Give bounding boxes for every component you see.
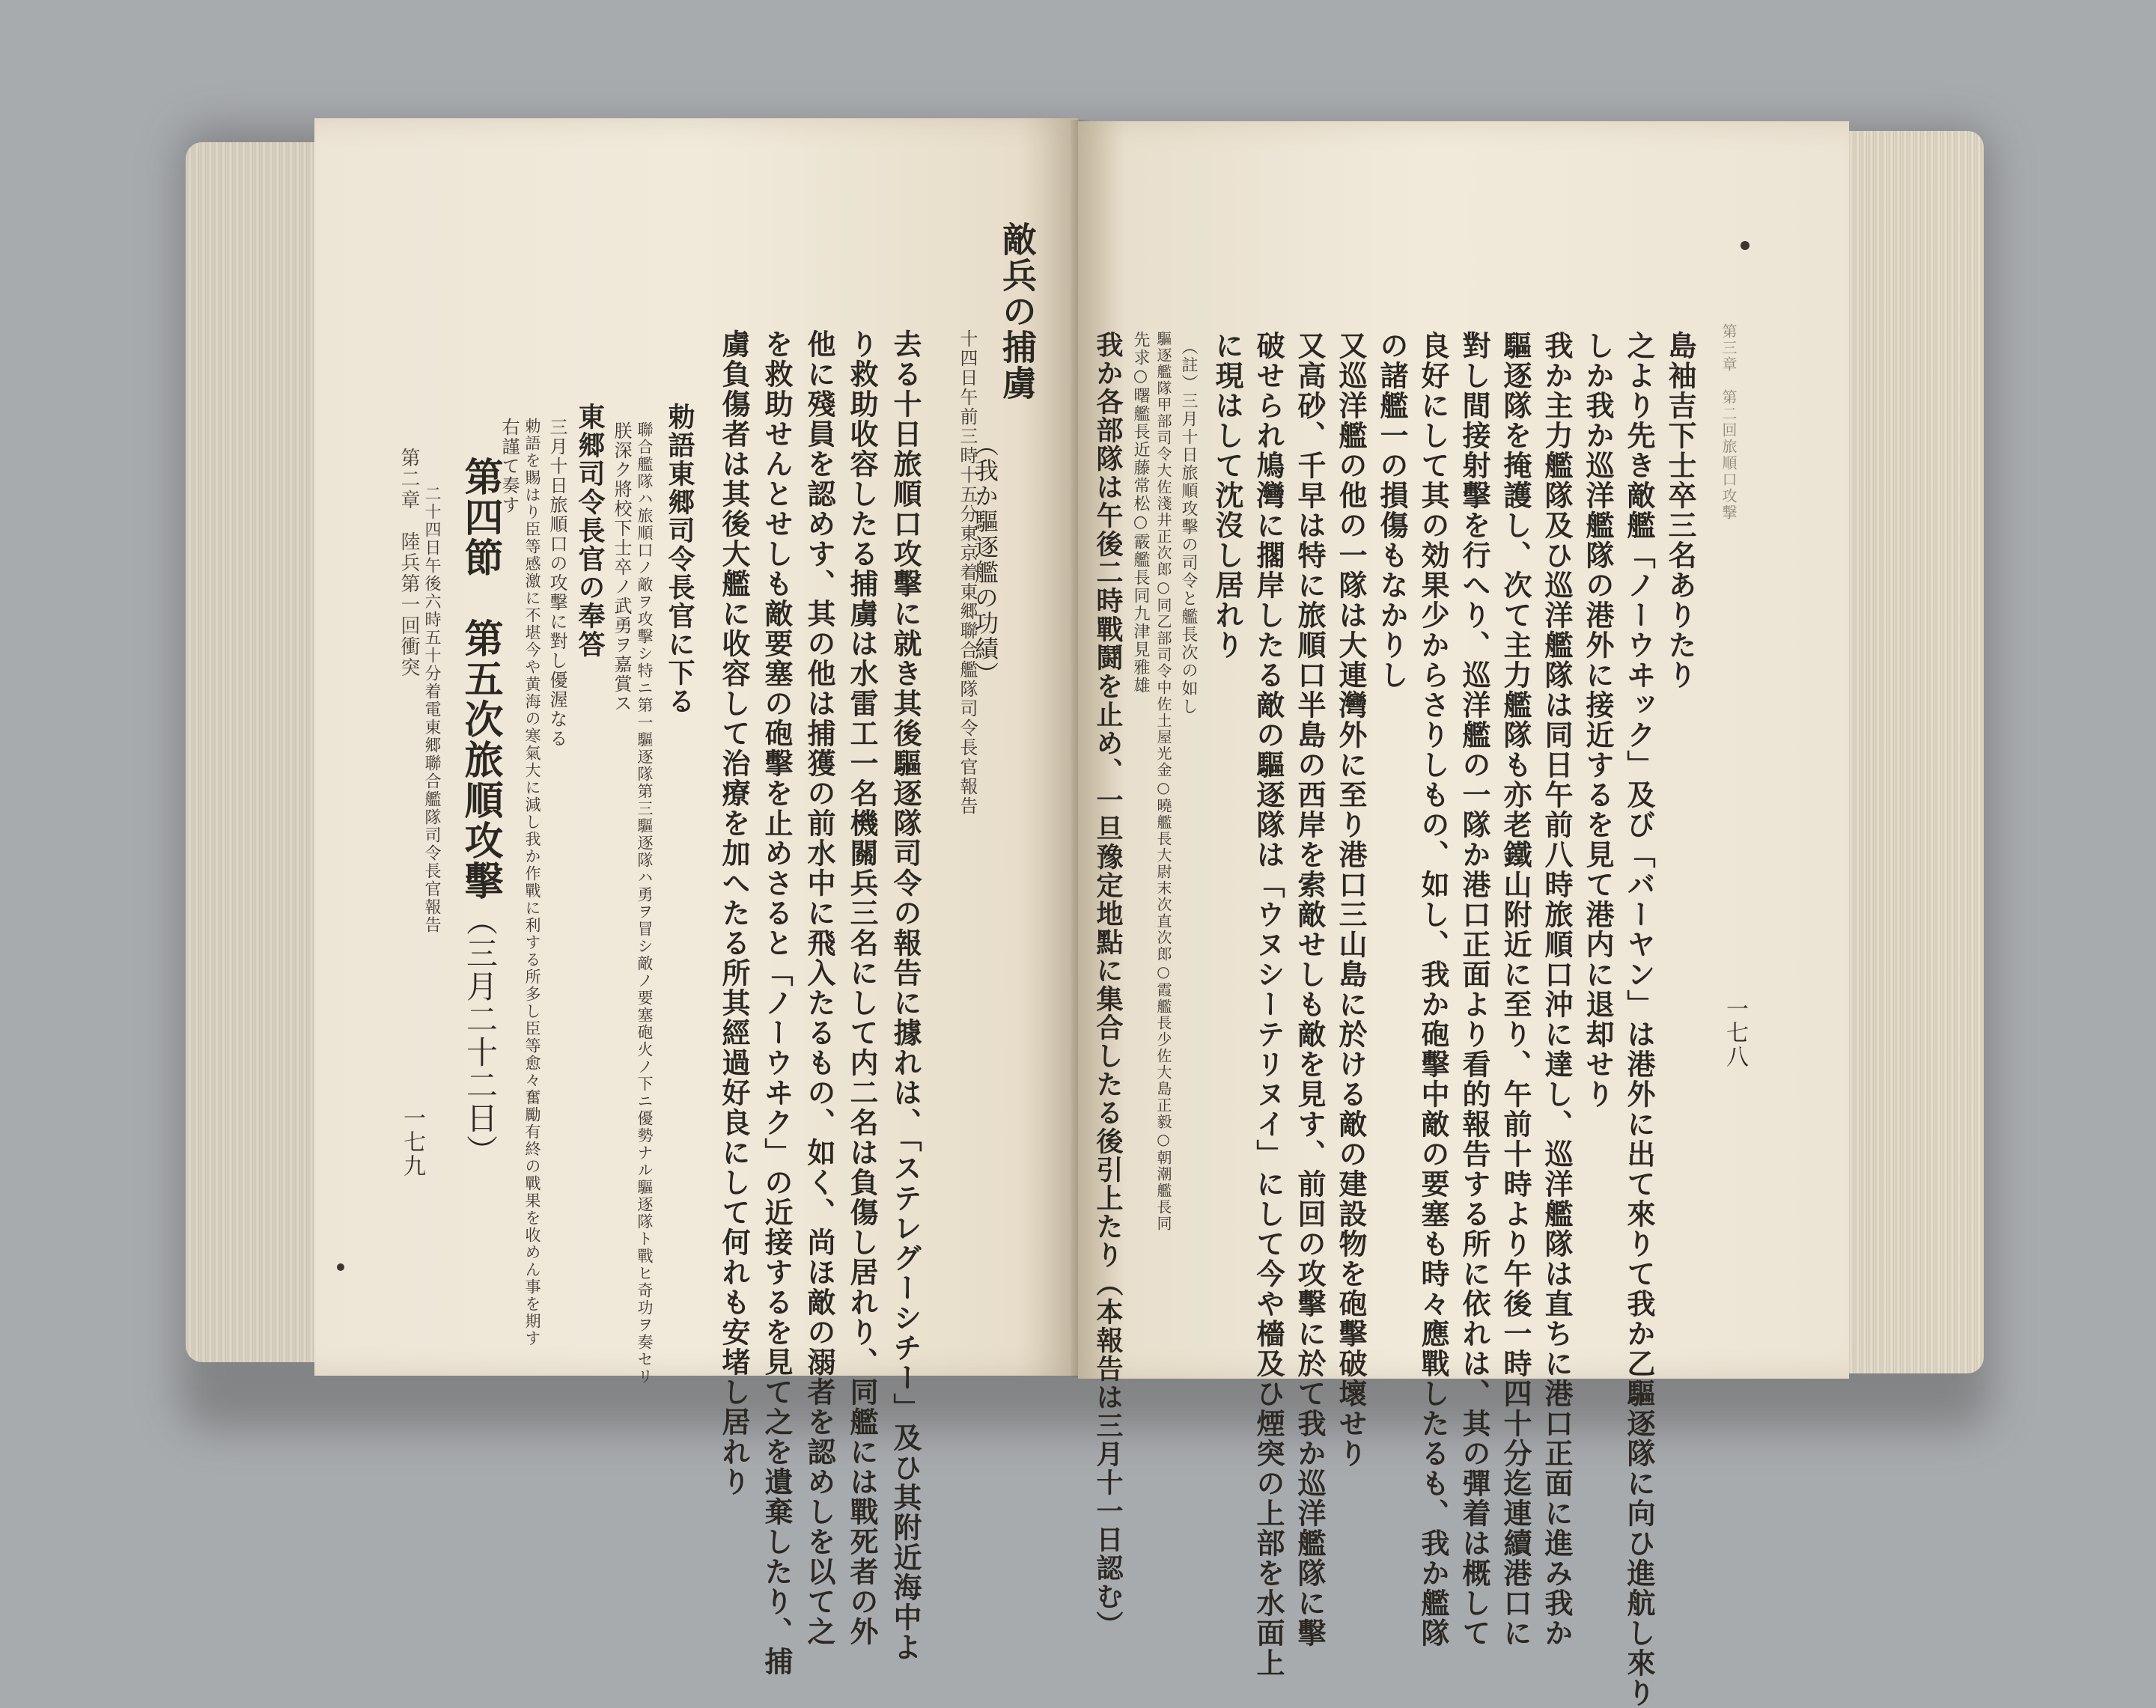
body-line-7: 良好にして其の効果少からさりしもの、如し、我か砲擊中敵の要塞も時々應戰したるも、我か艦隊 xyxy=(1416,331,1450,1648)
body-line-11: 破せられ鳩灣に擱岸したる敵の驅逐隊は「ウヌシーテリヌイ」にして今や檣及ひ煙突の上部を水面上 xyxy=(1252,331,1285,1678)
reply-line-1: 三月十日旅順口の攻擊に對し優渥なる xyxy=(546,418,567,748)
chapter-date: （三月二十二日） xyxy=(462,904,499,1168)
page-number-left: 一七九 xyxy=(399,1106,425,1178)
rescript-title: 勅語東郷司令長官に下る xyxy=(664,403,695,716)
note-line-1: （註）三月十日旅順攻擊の司令と艦長次の如し xyxy=(1179,338,1198,716)
reply-line-2: 勅語を賜はり臣等感激に不堪今や黄海の寒氣大に減し我か作戰に利する所多し臣等愈々奮勵有終の戰果を收めん事を期す xyxy=(523,418,541,1347)
body-line-2: り救助收容したる捕虜は水雷工一名機關兵三名にして内二名は負傷し居れり、同艦には戰死者の外 xyxy=(845,329,879,1647)
body-line-3: 他に殘員を認めす、其の他は捕獲の前水中に飛入たるもの、如く、尚ほ敵の溺者を認めしを以て之 xyxy=(803,329,836,1647)
right-page-stack-edge xyxy=(1827,131,1984,1373)
body-line-9: 又巡洋艦の他の一隊は大連灣外に至り港口三山島に於ける敵の建設物を砲擊破壞せり xyxy=(1334,331,1368,1468)
body-line-4: を救助せんとせしも敵要塞の砲擊を止めさると「ノーウヰク」の近接するを見て之を遺棄したり、捕 xyxy=(760,329,794,1677)
section-title: 敵兵の捕虜 xyxy=(997,222,1038,401)
left-page-stack-edge xyxy=(186,142,335,1362)
body-line-2: 之より先き敵艦「ノーウヰック」及び「バーヤン」は港外に出て來りて我か乙驅逐隊に向ひ進航し來り xyxy=(1622,331,1656,1708)
running-header-right: 第三章 第二回旅順口攻撃 xyxy=(1720,323,1738,521)
reply-line-3: 右謹て奏す xyxy=(499,418,520,515)
body-line-4: 我か主力艦隊及ひ巡洋艦隊は同日午前八時旅順口沖に達し、巡洋艦隊は直ちに港口正面に進み我か xyxy=(1540,331,1574,1648)
body-line-10: 又高砂、千早は特に旅順口半島の西岸を索敵せしも敵を見す、前回の攻擊に於て我か巡洋艦隊に擊 xyxy=(1293,331,1327,1648)
reply-title: 東郷司令長官の奉答 xyxy=(574,403,606,659)
rescript-line-2: 朕深ク將校下士卒ノ武勇ヲ嘉賞ス xyxy=(611,421,632,713)
running-header-left: 第二章 陸兵第一回衝突 xyxy=(398,448,420,678)
body-line-5: 虜負傷者は其後大艦に收容して治療を加へたる所其經過好良にして何れも安堵し居れり xyxy=(717,329,751,1497)
body-line-3: しか我か巡洋艦隊の港外に接近するを見て港内に退却せり xyxy=(1581,331,1615,1109)
chapter-title: 第四節 第五次旅順攻擊 xyxy=(457,457,503,901)
body-line-1: 去る十日旅順口攻擊に就き其後驅逐隊司令の報告に據れは、「ステレグーシチー」及ひ其附近海中よ xyxy=(889,329,922,1662)
report-header: 十四日午前三時十五分東京着東郷聯合艦隊司令長官報告 xyxy=(957,329,978,816)
body-line-5: 驅逐隊を掩護し、次て主力艦隊も亦老鐵山附近に至り、午前十時より午後一時四十分迄連續港口に xyxy=(1499,331,1532,1648)
left-page xyxy=(314,118,1078,1677)
section-subtitle: （我か驅逐艦の功績） xyxy=(971,433,999,687)
body-line-13: 我か各部隊は午後二時戰鬪を止め、一旦豫定地點に集合したる後引上たり（本報告は三月十一日認む） xyxy=(1092,331,1124,1639)
body-line-1: 島袖吉下士卒三名ありたり xyxy=(1663,331,1697,690)
body-line-6: 對し間接射擊を行へり、巡洋艦の一隊か港口正面より看的報告する所に依れは、其の彈着は概して xyxy=(1458,331,1491,1648)
body-line-8: の諸艦一の損傷もなかりし xyxy=(1375,331,1409,690)
body-line-12: に現はして沈沒し居れり xyxy=(1211,331,1244,660)
chapter-report: 二十四日午後六時五十分着電東郷聯合艦隊司令長官報告 xyxy=(422,485,441,934)
right-page xyxy=(1078,121,1849,1708)
rescript-line-1: 聯合艦隊ハ旅順口ノ敵ヲ攻擊シ特ニ第一驅逐隊第三驅逐隊ハ勇ヲ冒シ敵ノ要塞砲火ノ下ニ優勢ナル驅逐隊ト戰ヒ奇功ヲ奏セリ xyxy=(636,421,654,1385)
ink-spot xyxy=(1741,241,1750,250)
note-line-2: 驅逐艦隊甲部司令大佐淺井正次郎○同乙部司令中佐土屋光金○曉艦長大尉末次直次郎○霞艦長少佐大島正毅○朝潮艦長同 xyxy=(1154,331,1172,1232)
page-number-right: 一七八 xyxy=(1722,997,1748,1069)
ink-spot xyxy=(337,1263,344,1271)
note-line-3: 先求○曙艦長近藤常松○霰艦長同九津見雅雄 xyxy=(1131,331,1150,695)
